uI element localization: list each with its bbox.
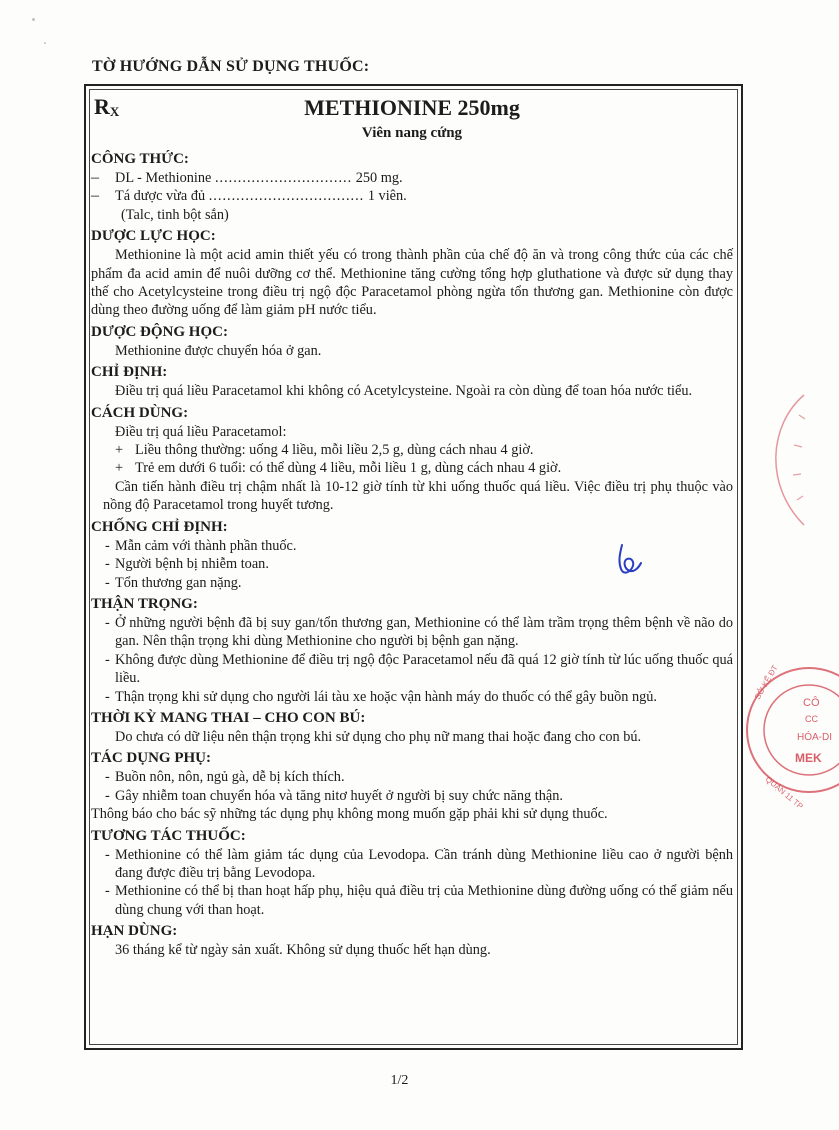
side-effect-item xyxy=(91,768,733,786)
formula-item xyxy=(91,187,733,205)
dash-marker: - xyxy=(105,574,110,591)
leaflet-frame xyxy=(84,84,743,1050)
dash-marker: – xyxy=(91,169,99,186)
contraindication-text: Mẫn cảm với thành phần thuốc. xyxy=(115,537,297,554)
section-title-shelf-life: HẠN DÙNG: xyxy=(91,923,178,940)
usage-item xyxy=(91,459,733,477)
interaction-text: Methionine có thể bị than hoạt hấp phụ, hiệu quả điều trị của Methionine dùng đường uống có thể giảm nếu dùng chung với than hoạt. xyxy=(115,883,733,918)
section-title-pharmacokinetics: DƯỢC ĐỘNG HỌC: xyxy=(91,323,228,340)
precaution-text: Thận trọng khi sử dụng cho người lái tàu xe hoặc vận hành máy do thuốc có thể gây buồn ngủ. xyxy=(115,688,657,705)
usage-intro: Điều trị quá liều Paracetamol: xyxy=(115,423,287,440)
section-title-pharmacodynamics: DƯỢC LỰC HỌC: xyxy=(91,228,216,245)
ingredient-name: Tá dược vừa đủ xyxy=(115,188,209,205)
precaution-item xyxy=(91,651,733,688)
leader-dots: .............................. xyxy=(214,170,353,186)
scan-speck xyxy=(32,18,35,21)
section-title-usage: CÁCH DÙNG: xyxy=(91,404,189,421)
company-stamp xyxy=(729,660,839,812)
section-title-interactions: TƯƠNG TÁC THUỐC: xyxy=(91,827,246,844)
document-title: TỜ HƯỚNG DẪN SỬ DỤNG THUỐC: xyxy=(92,58,370,75)
formula-item xyxy=(91,169,733,187)
section-title-precautions: THẬN TRỌNG: xyxy=(91,595,198,612)
plus-marker: + xyxy=(115,442,124,459)
precaution-text: Không được dùng Methionine để điều trị ngộ độc Paracetamol nếu đã quá 12 giờ tính từ lúc uống thuốc quá liều. xyxy=(115,651,733,687)
section-title-side-effects: TÁC DỤNG PHỤ: xyxy=(91,750,211,767)
formula-line xyxy=(115,187,407,205)
precaution-item xyxy=(91,688,733,706)
dash-marker: - xyxy=(105,556,110,573)
plus-marker: + xyxy=(115,460,124,477)
stamp-text-mid2: HÓA-DI xyxy=(797,732,832,743)
section-title-contraindications: CHỐNG CHỈ ĐỊNH: xyxy=(91,518,228,535)
stamp-text-bottom: MEK xyxy=(795,751,822,765)
shelf-life-text: 36 tháng kể từ ngày sản xuất. Không sử dụng thuốc hết hạn dùng. xyxy=(115,942,491,959)
pharmacodynamics-text: Methionine là một acid amin thiết yếu có trong thành phần của chế độ ăn và trong công thức của các chế phẩm đa acid amin để nuôi dưỡng cơ thể. Methionine tăng cường tổng hợp gluthatione và được sử dụng thay thế cho Acetylcysteine trong điều trị ngộ độc Paracetamol phòng ngừa tổn thương gan. Methionine còn được dùng theo đường uống để làm giảm pH nước tiểu. xyxy=(91,247,733,319)
contraindication-text: Người bệnh bị nhiễm toan. xyxy=(115,556,269,573)
scan-speck xyxy=(44,42,46,44)
precaution-item xyxy=(91,614,733,651)
pregnancy-text: Do chưa có dữ liệu nên thận trọng khi sử dụng cho phụ nữ mang thai hoặc đang cho con bú. xyxy=(115,728,642,745)
stamp-text-top: CÔ xyxy=(803,697,820,709)
formula-line xyxy=(115,169,403,187)
pharmacokinetics-text: Methionine được chuyển hóa ở gan. xyxy=(115,342,322,359)
dash-marker: - xyxy=(105,787,110,804)
side-effect-text: Gây nhiễm toan chuyển hóa và tăng nitơ huyết ở người bị suy chức năng thận. xyxy=(115,787,563,804)
dash-marker: - xyxy=(105,537,110,554)
stamp-text-mid: CC xyxy=(805,714,818,724)
side-effect-item xyxy=(91,787,733,805)
dosage-form: Viên nang cứng xyxy=(361,125,463,141)
section-title-indications: CHỈ ĐỊNH: xyxy=(91,364,168,381)
stamp-ring-text-bottom: QUẬN 11 TP xyxy=(763,774,805,812)
ingredient-qty: 250 mg. xyxy=(352,170,403,186)
section-title-pregnancy: THỜI KỲ MANG THAI – CHO CON BÚ: xyxy=(91,709,366,726)
product-header xyxy=(91,94,733,144)
usage-item xyxy=(91,441,733,459)
dash-marker: - xyxy=(105,688,110,705)
product-name: METHIONINE 250mg xyxy=(304,95,520,120)
dash-marker: - xyxy=(105,614,110,631)
indications-text: Điều trị quá liều Paracetamol khi không có Acetylcysteine. Ngoài ra còn dùng để toan hóa nước tiểu. xyxy=(115,383,693,400)
ingredient-name: DL - Methionine xyxy=(115,170,215,186)
rx-symbol xyxy=(94,94,119,120)
interaction-text: Methionine có thể làm giảm tác dụng của Levodopa. Cần tránh dùng Methionine liều cao ở người bệnh đang được điều trị bằng Levodopa. xyxy=(115,846,733,881)
contraindication-text: Tổn thương gan nặng. xyxy=(115,574,242,591)
dash-marker: - xyxy=(105,846,110,863)
interaction-item xyxy=(91,882,733,919)
precaution-text: Ở những người bệnh đã bị suy gan/tổn thương gan, Methionine có thể làm trầm trọng thêm bệnh về não do gan. Nên thận trọng khi dùng Methionine cho người bị bệnh gan nặng. xyxy=(115,614,733,650)
dash-marker: - xyxy=(105,651,110,668)
page-number: 1/2 xyxy=(390,1073,409,1088)
formula-note: (Talc, tinh bột sắn) xyxy=(121,206,229,223)
rx-letter: R xyxy=(94,94,110,119)
stamp-fragment-upper xyxy=(749,385,809,535)
dash-marker: - xyxy=(105,883,110,900)
section-title-formula: CÔNG THỨC: xyxy=(91,151,189,167)
ingredient-qty: 1 viên. xyxy=(364,188,407,205)
usage-note: Cần tiến hành điều trị chậm nhất là 10-12 giờ tính từ khi uống thuốc quá liều. Việc điều trị phụ thuộc vào nồng độ Paracetamol trong huyết tương. xyxy=(103,478,733,514)
interaction-item xyxy=(91,846,733,883)
side-effects-note: Thông báo cho bác sỹ những tác dụng phụ không mong muốn gặp phải khi sử dụng thuốc. xyxy=(91,806,608,823)
usage-item-text: Trẻ em dưới 6 tuổi: có thể dùng 4 liều, mỗi liều 1 g, dùng cách nhau 4 giờ. xyxy=(135,460,562,477)
signature-mark xyxy=(614,543,644,577)
usage-item-text: Liều thông thường: uống 4 liều, mỗi liều 2,5 g, dùng cách nhau 4 giờ. xyxy=(135,442,534,459)
stamp-ring-text: SỞ KẾ ĐT xyxy=(752,663,780,701)
side-effect-text: Buồn nôn, nôn, ngủ gà, dễ bị kích thích. xyxy=(115,769,345,786)
rx-subscript: X xyxy=(109,104,120,119)
leader-dots: .................................. xyxy=(208,188,365,205)
dash-marker: - xyxy=(105,769,110,786)
dash-marker: – xyxy=(91,187,99,205)
